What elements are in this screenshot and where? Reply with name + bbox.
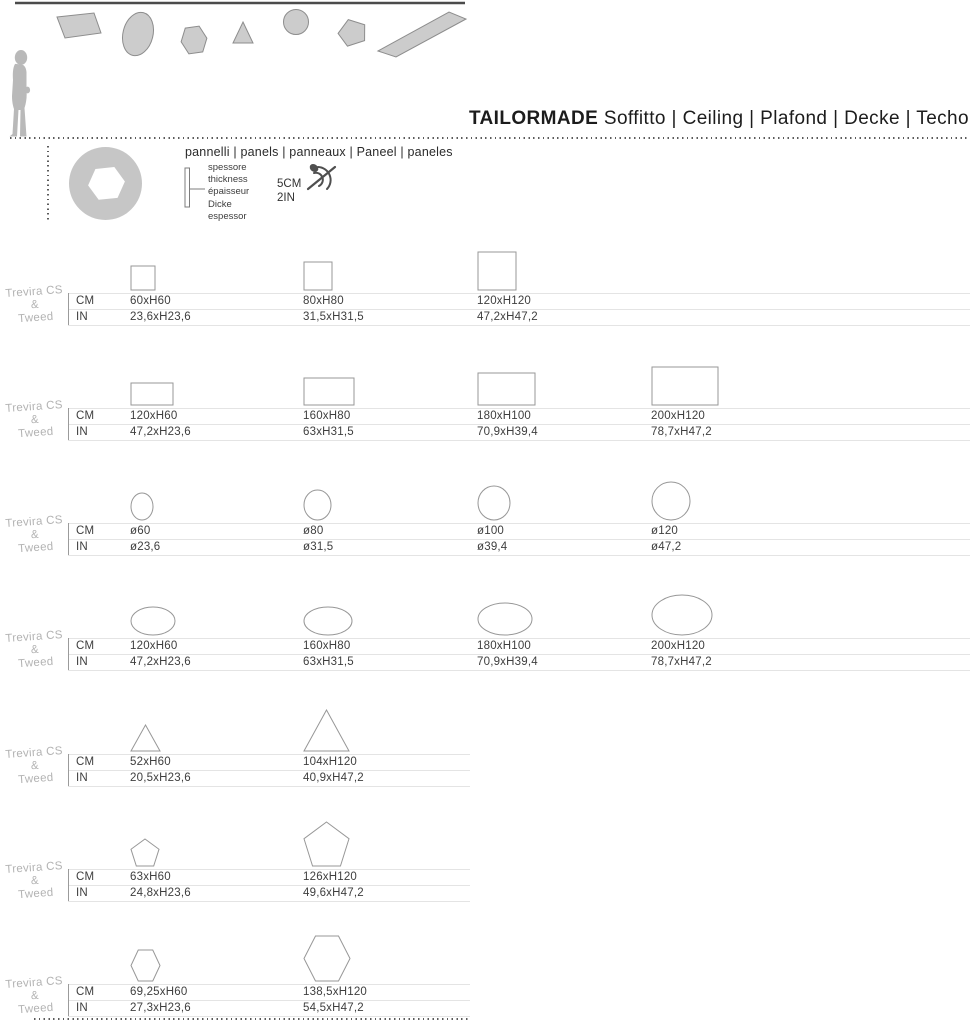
cm-value: 200xH120 (651, 410, 706, 422)
cm-value: 160xH80 (303, 640, 351, 652)
in-value: 47,2xH23,6 (130, 426, 191, 438)
material-label-line: & (30, 759, 40, 773)
unit-label-in: IN (76, 772, 88, 784)
in-value: 49,6xH47,2 (303, 887, 364, 899)
ellipse-shape (303, 606, 353, 641)
triangle-shape (130, 724, 161, 757)
cm-value: ø60 (130, 525, 151, 537)
rect-shape (303, 377, 355, 411)
unit-label-in: IN (76, 541, 88, 553)
table-rule-0 (68, 869, 470, 870)
panel-ellipse-icon (118, 9, 158, 59)
material-label-line: Tweed (17, 771, 54, 787)
material-label-line: Tweed (17, 310, 54, 326)
spec-row-circles (0, 438, 976, 558)
unit-divider (68, 293, 69, 325)
spec-row-hexagons (0, 899, 976, 1019)
material-label-line: Trevira CS (4, 284, 64, 301)
cm-value: 80xH80 (303, 295, 344, 307)
in-value: ø39,4 (477, 541, 508, 553)
thickness-label: spessore (208, 162, 247, 173)
ellipse-shape (477, 602, 533, 641)
in-value: 31,5xH31,5 (303, 311, 364, 323)
material-label-line: & (30, 643, 40, 657)
in-value: 40,9xH47,2 (303, 772, 364, 784)
table-rule-1 (68, 539, 970, 540)
thickness-values (277, 177, 301, 205)
material-label-line: & (30, 874, 40, 888)
table-rule-0 (68, 984, 470, 985)
cm-value: ø100 (477, 525, 505, 537)
material-label-line: Trevira CS (4, 745, 64, 762)
ellipse-shape (130, 606, 176, 641)
in-value: ø23,6 (130, 541, 161, 553)
panels-label: pannelli | panels | panneaux | Paneel | paneles (185, 145, 453, 159)
thickness-cm: 5CM (277, 178, 302, 190)
unit-divider (68, 638, 69, 670)
in-value: 54,5xH47,2 (303, 1002, 364, 1014)
material-label (0, 745, 71, 789)
rect-shape (477, 372, 536, 411)
unit-label-cm: CM (76, 756, 95, 768)
table-rule-2 (68, 1016, 470, 1017)
cm-value: 126xH120 (303, 871, 358, 883)
table-rule-0 (68, 293, 970, 294)
hexagon-shape (303, 935, 351, 987)
circle-shape (130, 492, 154, 526)
cm-value: 138,5xH120 (303, 986, 368, 998)
thickness-in: 2IN (277, 192, 295, 204)
pentagon-shape (130, 838, 160, 872)
cm-value: 160xH80 (303, 410, 351, 422)
in-value: 63xH31,5 (303, 426, 354, 438)
unit-label-cm: CM (76, 525, 95, 537)
noise-reduction-icon (305, 160, 339, 194)
unit-divider (68, 523, 69, 555)
spec-row-ellipses (0, 553, 976, 673)
panel-circle-icon (284, 10, 309, 35)
material-label (0, 975, 71, 1019)
in-value: 47,2xH23,6 (130, 656, 191, 668)
table-rule-1 (68, 654, 970, 655)
unit-label-in: IN (76, 1002, 88, 1014)
cm-value: 69,25xH60 (130, 986, 188, 998)
material-label-line: Tweed (17, 886, 54, 902)
material-label-line: & (30, 298, 40, 312)
unit-divider (68, 869, 69, 901)
material-label (0, 860, 71, 904)
in-value: 70,9xH39,4 (477, 656, 538, 668)
panel-thickness-icon (184, 167, 208, 209)
cm-value: 180xH100 (477, 640, 532, 652)
cm-value: 120xH60 (130, 640, 178, 652)
panel-triangle-icon (233, 22, 253, 43)
unit-label-cm: CM (76, 871, 95, 883)
circle-shape (303, 489, 332, 526)
in-value: 78,7xH47,2 (651, 656, 712, 668)
page-title-languages: Soffitto | Ceiling | Plafond | Decke | Techo (598, 108, 969, 129)
cm-value: ø120 (651, 525, 679, 537)
material-label (0, 514, 71, 558)
page-title (469, 108, 969, 130)
unit-label-in: IN (76, 656, 88, 668)
material-label-line: Trevira CS (4, 399, 64, 416)
in-value: 63xH31,5 (303, 656, 354, 668)
cm-value: ø80 (303, 525, 324, 537)
hexagon-shape (130, 949, 161, 987)
unit-label-cm: CM (76, 295, 95, 307)
material-label (0, 629, 71, 673)
thickness-label: espessor (208, 210, 247, 222)
cm-value: 52xH60 (130, 756, 171, 768)
in-value: 78,7xH47,2 (651, 426, 712, 438)
panel-pentagon-icon (335, 15, 369, 47)
unit-label-cm: CM (76, 986, 95, 998)
spec-row-pentagons (0, 784, 976, 904)
table-rule-1 (68, 309, 970, 310)
circle-shape (477, 485, 511, 526)
square-shape (477, 251, 517, 296)
unit-label-in: IN (76, 887, 88, 899)
table-rule-1 (68, 424, 970, 425)
thickness-label: épaisseur (208, 186, 250, 198)
material-label (0, 399, 71, 443)
panel-parallelogram-icon (57, 13, 101, 38)
table-rule-1 (68, 1000, 470, 1001)
material-label-line: Tweed (17, 655, 54, 671)
material-label-line: & (30, 528, 40, 542)
cm-value: 60xH60 (130, 295, 171, 307)
in-value: 27,3xH23,6 (130, 1002, 191, 1014)
material-label-line: Tweed (17, 425, 54, 441)
person-silhouette (10, 50, 31, 137)
circle-shape (651, 481, 691, 526)
material-label-line: Tweed (17, 540, 54, 556)
material-label-line: Trevira CS (4, 975, 64, 992)
unit-divider (68, 754, 69, 786)
table-rule-1 (68, 885, 470, 886)
rect-shape (130, 382, 174, 411)
unit-label-cm: CM (76, 410, 95, 422)
square-shape (130, 265, 156, 296)
material-label-line: Trevira CS (4, 629, 64, 646)
page-title-brand: TAILORMADE (468, 108, 599, 129)
cm-value: 120xH60 (130, 410, 178, 422)
ellipse-shape (651, 594, 713, 641)
cm-value: 63xH60 (130, 871, 171, 883)
thickness-label: Dicke (208, 198, 232, 210)
panel-long-parallelogram-icon (378, 12, 466, 57)
panel-hexagon-icon (179, 25, 208, 54)
in-value: 20,5xH23,6 (130, 772, 191, 784)
rect-shape (651, 366, 719, 411)
cm-value: 120xH120 (477, 295, 532, 307)
square-shape (303, 261, 333, 296)
thickness-label: thickness (208, 174, 248, 186)
unit-divider (68, 984, 69, 1016)
in-value: 23,6xH23,6 (130, 311, 191, 323)
unit-divider (68, 408, 69, 440)
in-value: ø47,2 (651, 541, 682, 553)
pentagon-shape (303, 821, 350, 872)
material-label-line: Trevira CS (4, 860, 64, 877)
material-label-line: Tweed (17, 1001, 54, 1017)
header-dotted-rule (10, 137, 970, 139)
footer-dotted-rule (34, 1018, 470, 1020)
unit-label-in: IN (76, 426, 88, 438)
material-label-line: & (30, 413, 40, 427)
table-rule-0 (68, 523, 970, 524)
cm-value: 104xH120 (303, 756, 358, 768)
spec-row-rectangles (0, 323, 976, 443)
in-value: 70,9xH39,4 (477, 426, 538, 438)
spec-row-squares (0, 208, 976, 328)
cm-value: 200xH120 (651, 640, 706, 652)
material-label (0, 284, 71, 328)
cm-value: 180xH100 (477, 410, 532, 422)
in-value: ø31,5 (303, 541, 334, 553)
material-label-line: & (30, 989, 40, 1003)
material-label-line: Trevira CS (4, 514, 64, 531)
table-rule-0 (68, 754, 470, 755)
table-rule-1 (68, 770, 470, 771)
spec-row-triangles (0, 669, 976, 789)
unit-label-cm: CM (76, 640, 95, 652)
unit-label-in: IN (76, 311, 88, 323)
in-value: 24,8xH23,6 (130, 887, 191, 899)
triangle-shape (303, 709, 350, 757)
in-value: 47,2xH47,2 (477, 311, 538, 323)
